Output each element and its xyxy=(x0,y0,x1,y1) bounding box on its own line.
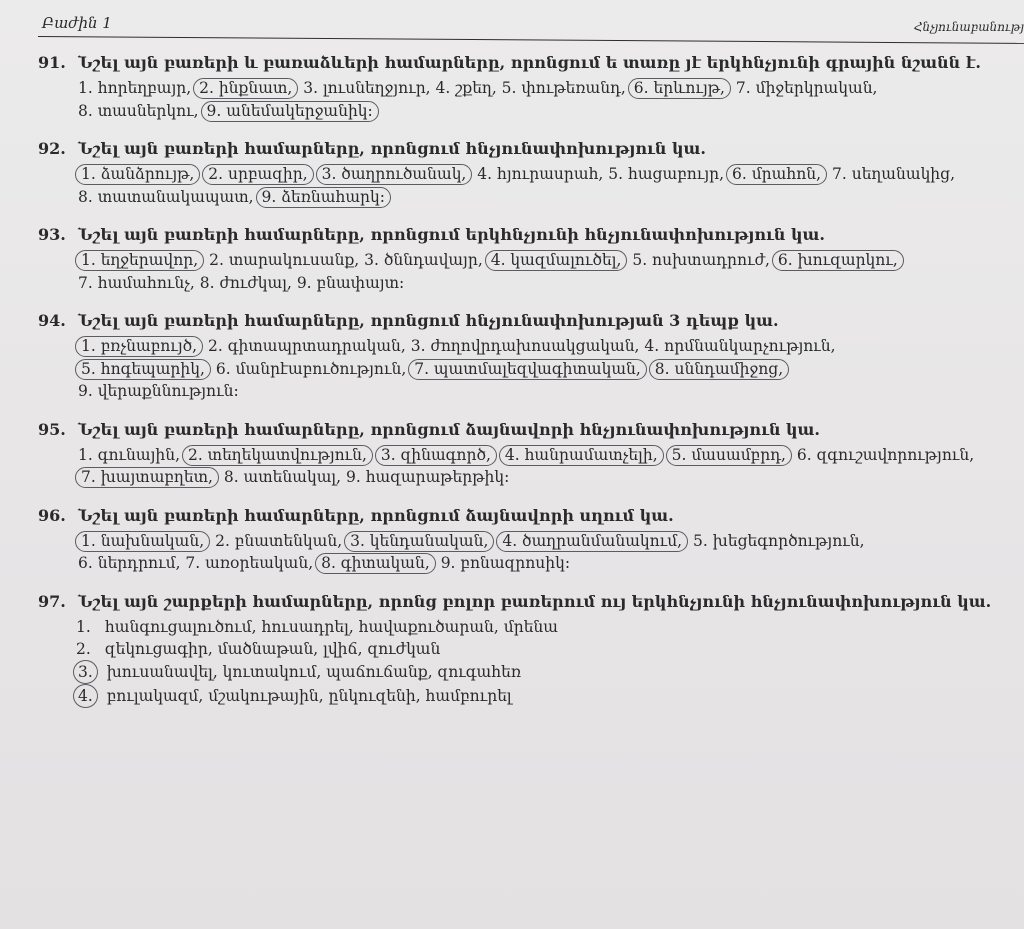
question-text: Նշել այն բառերի համարները, որոնցում հնչյունափոխություն կա. xyxy=(78,139,706,158)
option-text: 6. ներդրում, 7. առօրեական, xyxy=(78,554,314,572)
question-96 xyxy=(38,505,1018,575)
option-text: 4. հյուրասրահ, 5. հացաբույր, xyxy=(477,165,725,183)
option-text: 8. տատանակապատ, xyxy=(78,187,254,206)
question-number: 96. xyxy=(38,505,66,525)
question-text: Նշել այն շարքերի համարները, որոնց բոլոր բառերում ույ երկհնչյունի հնչյունափոխություն կա. xyxy=(78,591,992,611)
option-text: զեկուցագիր, մածնաթան, լվիճ, զուժկան xyxy=(100,639,441,658)
circled-option: 3. ծաղրուծանակ, xyxy=(316,164,473,185)
question-92 xyxy=(38,138,1018,208)
option-line xyxy=(78,249,1018,272)
question-title xyxy=(38,310,1018,331)
option-line xyxy=(78,380,1018,403)
option-text: 3. լուսնեղջյուր, 4. շքեղ, 5. փութեռանդ, xyxy=(303,79,626,97)
question-91 xyxy=(38,52,1018,122)
question-number: 94. xyxy=(38,311,66,330)
option-text: խուսանավել, կուտակում, պաճուճանք, զուգահեռ xyxy=(101,662,522,681)
question-text: Նշել այն բառերի և բառաձևերի համարները, որոնցում ե տառը յէ երկհնչյունի գրային նշանն է. xyxy=(78,53,981,72)
circled-option: 5. հոգեպարիկ, xyxy=(75,359,211,380)
question-number: 91. xyxy=(38,53,66,72)
option-number: 1. xyxy=(76,617,91,636)
circled-option: 3. կենդանական, xyxy=(344,531,494,552)
option-text: հանգուցալուծում, հուսադրել, հավաքուծարան, մրենա xyxy=(100,617,558,636)
option-row xyxy=(76,684,1018,708)
option-text: 6. մանրէաբուծություն, xyxy=(215,359,407,378)
circled-option: 6. խուզարկու, xyxy=(772,250,904,271)
option-line xyxy=(78,77,1018,100)
circled-option: 2. սրբազիր, xyxy=(202,164,313,185)
circled-option: 9. անեմակերջանիկ: xyxy=(201,101,379,122)
option-text: 5. խեցեգործություն, xyxy=(693,531,865,550)
circled-option: 2. տեղեկատվություն, xyxy=(182,445,373,466)
option-text: բուլակազմ, մշակութային, ընկուզենի, համբուրել xyxy=(101,686,512,705)
circled-option: 6. երևույթ, xyxy=(628,78,731,99)
question-number: 93. xyxy=(38,225,66,244)
section-header: Բաժին 1 xyxy=(42,14,112,32)
option-text: 5. ոսխտադրուժ, xyxy=(632,251,770,269)
circled-option: 9. ձեռնահարկ: xyxy=(256,187,391,208)
question-number: 95. xyxy=(38,419,66,439)
circled-option: 2. ինքնատ, xyxy=(193,78,298,99)
question-text: Նշել այն բառերի համարները, որոնցում երկհնչյունի հնչյունափոխություն կա. xyxy=(78,225,825,244)
option-row xyxy=(76,616,1018,638)
question-number: 92. xyxy=(38,139,66,158)
option-number: 2. xyxy=(76,639,91,658)
circled-option-number: 3. xyxy=(73,660,98,684)
question-number: 97. xyxy=(38,591,66,611)
option-line xyxy=(78,444,1018,467)
running-header: Հնչյունաբանությ xyxy=(913,20,1024,34)
circled-option: 8. գիտական, xyxy=(315,553,436,574)
question-title xyxy=(38,52,1018,73)
circled-option: 8. սննդամիջոց, xyxy=(649,359,789,380)
option-line xyxy=(78,335,1018,358)
answer-options xyxy=(38,616,1018,708)
option-text: 7. սեղանակից, xyxy=(832,165,956,183)
circled-option: 4. ծաղրանմանակում, xyxy=(496,531,688,552)
answer-options xyxy=(38,444,1018,489)
circled-option: 7. խայտաբղետ, xyxy=(75,467,219,488)
question-text: Նշել այն բառերի համարները, որոնցում հնչյունափոխության 3 դեպք կա. xyxy=(78,311,779,330)
option-line xyxy=(78,530,1018,553)
circled-option: 5. մասամբրդ, xyxy=(666,445,792,466)
option-text: 1. հորեղբայր, xyxy=(78,79,192,97)
answer-options xyxy=(38,77,1018,122)
option-line xyxy=(78,186,1018,209)
circled-option: 4. կազմալուծել, xyxy=(485,250,628,271)
option-text: 1. գունային, xyxy=(78,445,181,464)
circled-option: 1. եղջերավոր, xyxy=(75,250,204,271)
circled-option: 4. հանրամատչելի, xyxy=(499,445,664,466)
question-97 xyxy=(38,591,1018,708)
circled-option: 7. պատմալեզվագիտական, xyxy=(408,359,647,380)
option-line xyxy=(78,163,1018,186)
question-title xyxy=(38,138,1018,159)
option-line xyxy=(78,100,1018,123)
circled-option: 6. մրահոն, xyxy=(726,164,827,185)
option-text: 9. բոնազրոսիկ: xyxy=(440,554,571,572)
question-title xyxy=(38,224,1018,245)
option-text: 7. միջերկրական, xyxy=(735,79,878,97)
option-text: 2. գիտապրտադրական, 3. ժողովրդախոսակցական, 4. որմնանկարչություն, xyxy=(208,337,836,355)
option-text: 8. ատենակալ, 9. հազարաթերթիկ: xyxy=(223,468,510,486)
option-row xyxy=(76,638,1018,660)
question-title xyxy=(38,419,1018,440)
circled-option-number: 4. xyxy=(73,684,98,708)
questions-list xyxy=(38,52,1018,724)
option-line xyxy=(78,466,1018,489)
answer-options xyxy=(38,249,1018,294)
answer-options xyxy=(38,163,1018,208)
question-text: Նշել այն բառերի համարները, որոնցում ձայնավորի հնչյունափոխություն կա. xyxy=(78,419,820,439)
question-94 xyxy=(38,310,1018,403)
option-text: 8. տասներկու, xyxy=(78,101,199,120)
question-title xyxy=(38,505,1018,526)
option-row xyxy=(76,660,1018,684)
circled-option: 1. ձանձրույթ, xyxy=(75,164,200,185)
circled-option: 3. զինագործ, xyxy=(375,445,497,466)
header-divider xyxy=(38,36,1024,44)
circled-option: 1. բռչնաբույծ, xyxy=(75,336,203,357)
question-text: Նշել այն բառերի համարները, որոնցում ձայնավորի սղում կա. xyxy=(78,505,674,525)
option-text: 2. տարակուսանք, 3. ծննդավայր, xyxy=(209,251,483,269)
option-text: 6. զգուշավորություն, xyxy=(796,445,975,464)
circled-option: 1. նախնական, xyxy=(75,531,210,552)
answer-options xyxy=(38,335,1018,403)
option-line xyxy=(78,552,1018,575)
answer-options xyxy=(38,530,1018,575)
option-text: 7. համահունչ, 8. ժուժկալ, 9. բնափայտ: xyxy=(78,273,405,292)
option-text: 9. վերաքննություն: xyxy=(78,382,239,400)
option-text: 2. բնատենկան, xyxy=(215,531,343,550)
question-title xyxy=(38,591,1018,612)
option-line xyxy=(78,358,1018,381)
question-95 xyxy=(38,419,1018,489)
option-line xyxy=(78,272,1018,295)
question-93 xyxy=(38,224,1018,294)
